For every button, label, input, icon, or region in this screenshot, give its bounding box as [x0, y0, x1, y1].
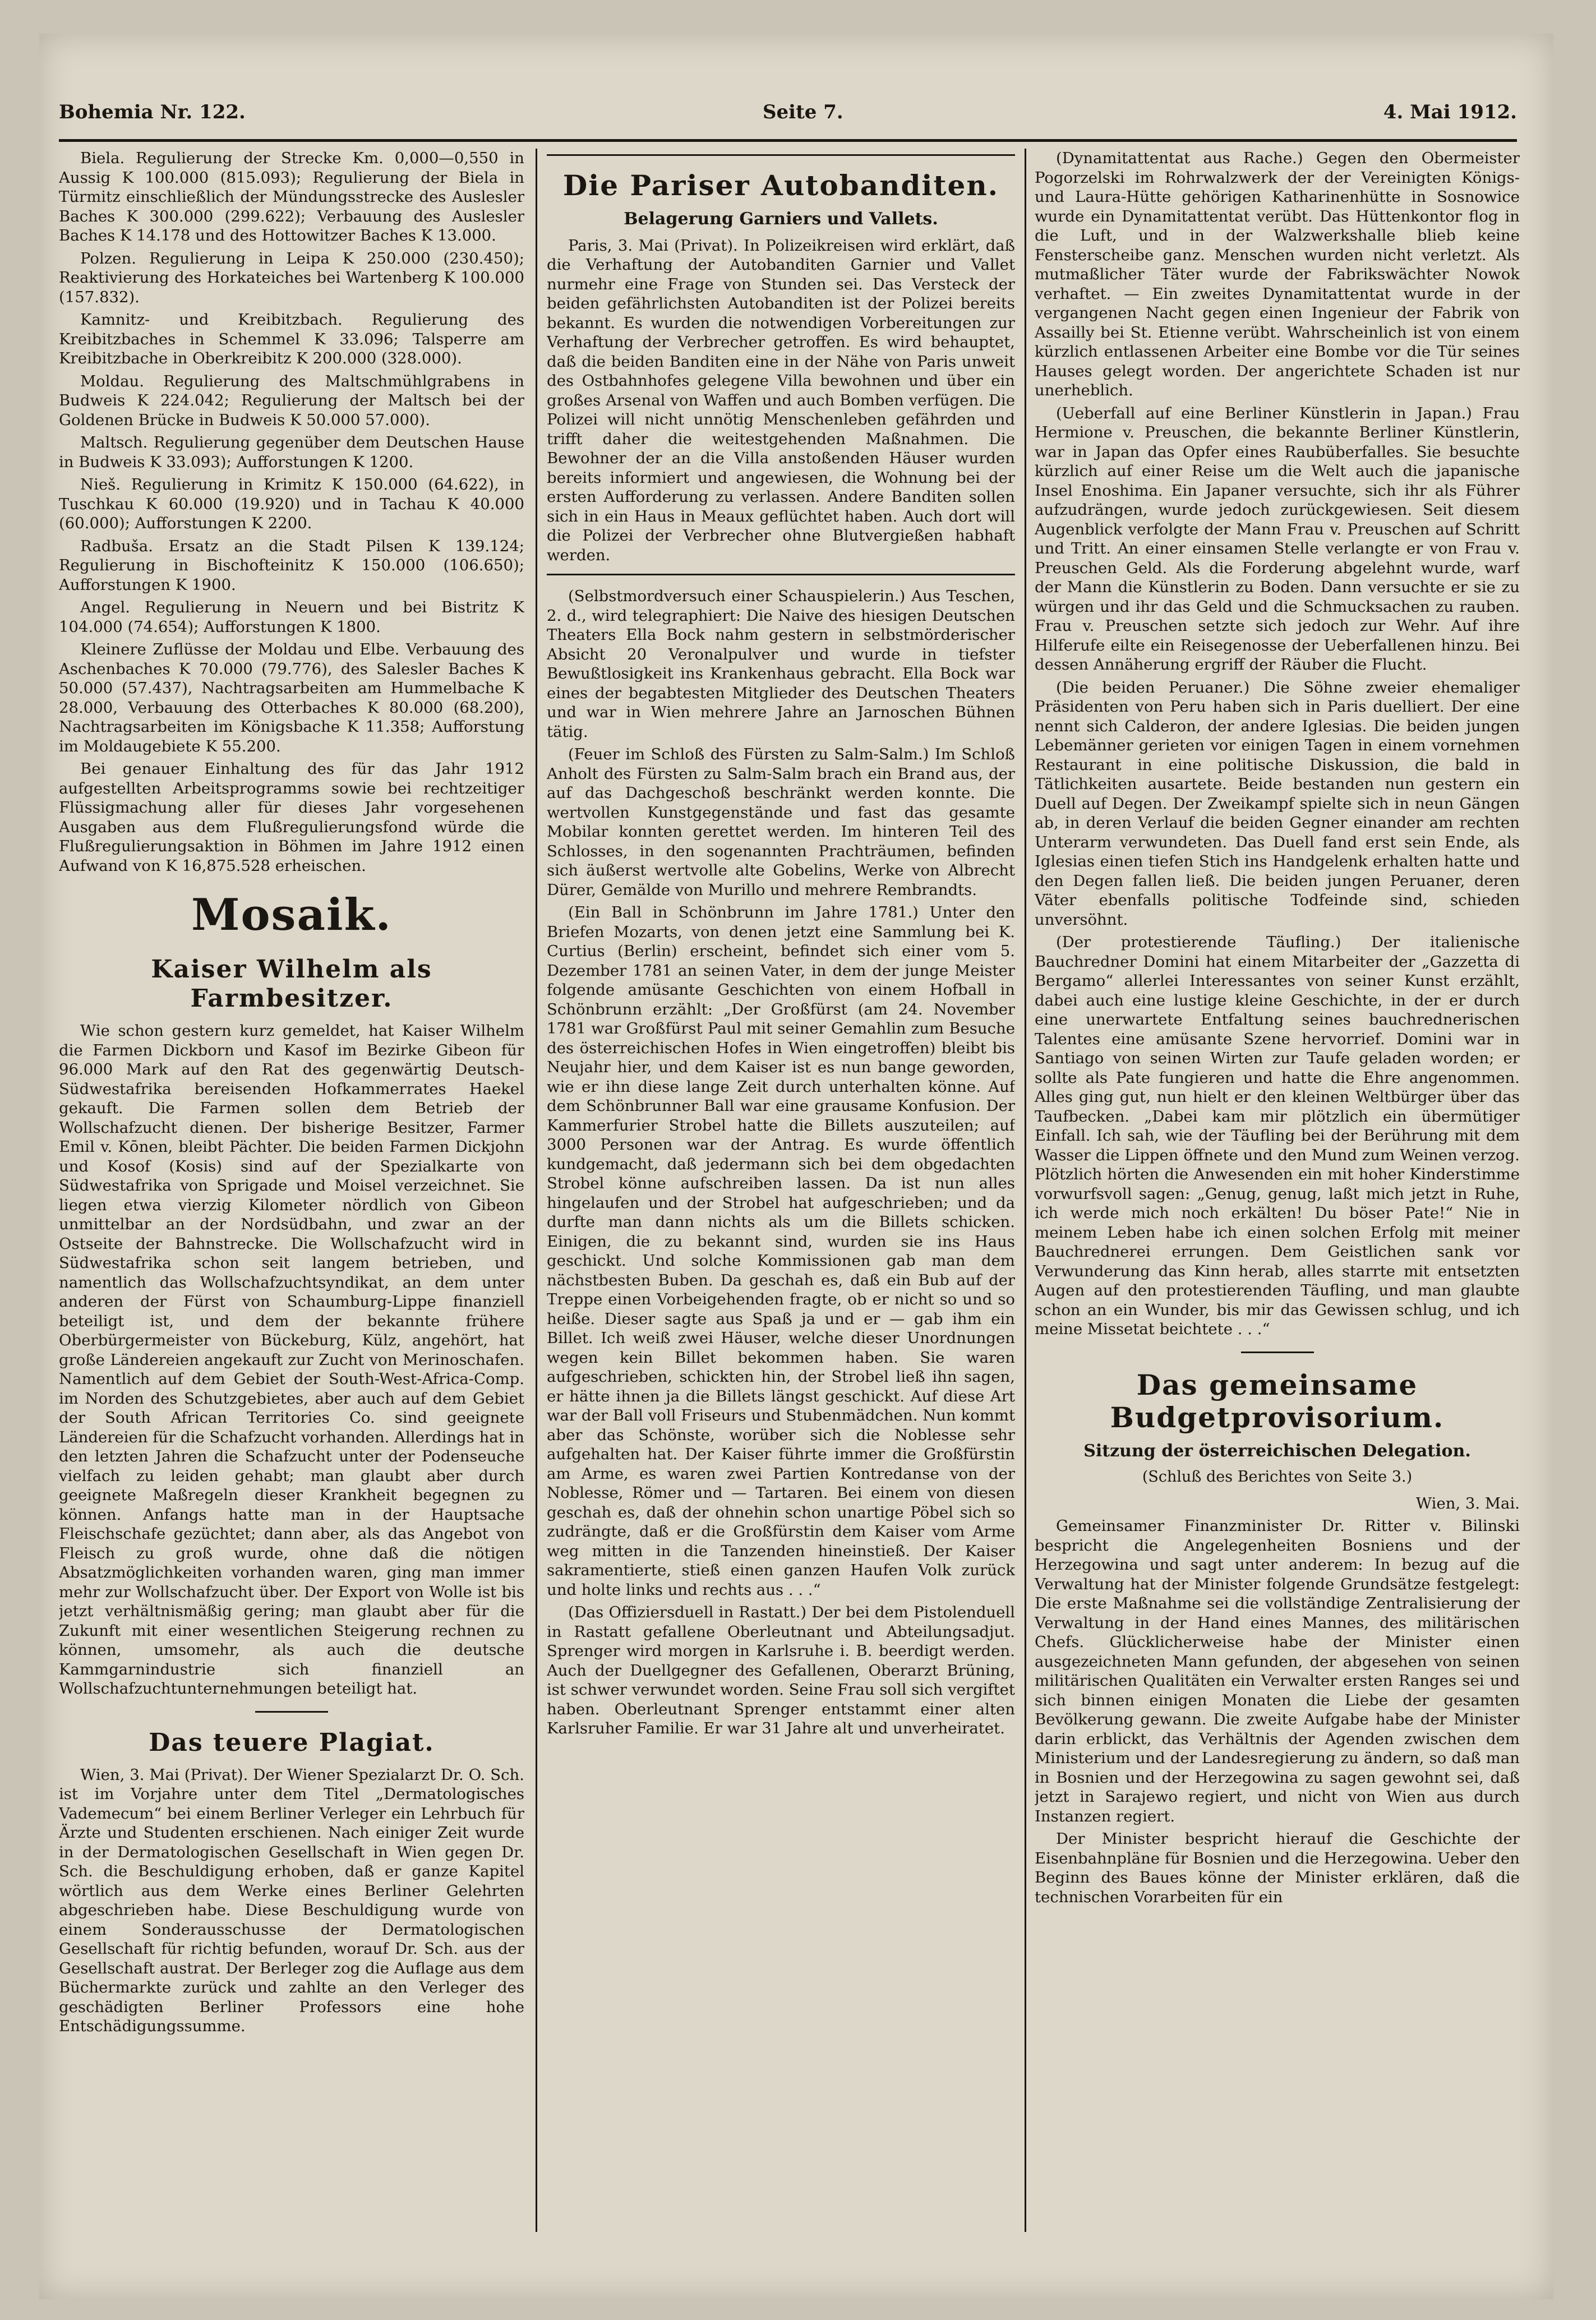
newspaper-page	[39, 34, 1553, 2299]
article-paragraph: Angel. Regulierung in Neuern und bei Bistritz K 104.000 (74.654); Aufforstungen K 1800.	[59, 598, 524, 636]
kaiser-article-title: Kaiser Wilhelm als Farmbesitzer.	[151, 955, 432, 1013]
news-item-salm-salm: (Feuer im Schloß des Fürsten zu Salm-Salm.) Im Schloß Anholt des Fürsten zu Salm-Salm brach ein Brand aus, der auf das Dachgeschoß beschränkt werden konnte. Die wertvollen Kunstgegenstände und fast das gesamte Mobilar konnten gerettet werden. Im hinteren Teil des Schlosses, in den sogenannten Prachträumen, befinden sich äußerst wertvolle alte Gobelins, Werke von Albrecht Dürer, Gemälde von Murillo und mehrere Rembrandts.	[547, 745, 1015, 899]
header-date: 4. Mai 1912.	[1383, 101, 1517, 123]
article-paragraph: Moldau. Regulierung des Maltschmühlgrabens in Budweis K 224.042; Regulierung der Maltsch bei der Goldenen Brücke in Budweis K 50.000 57.000).	[59, 372, 524, 429]
news-item-dynamitattentat: (Dynamitattentat aus Rache.) Gegen den Obermeister Pogorzelski im Rohrwalzwerk der der Vereinigten Königs- und Laura-Hütte gehörigen Katharinenhütte in Sosnowice wurde ein Dynamitattentat verübt. Das Hüttenkontor flog in die Luft, und in der Walzwerkshalle blieb keine Fensterscheibe ganz. Menschen wurden nicht verletzt. Als mutmaßlicher Täter wurde der Fabrikswächter Nowok verhaftet. — Ein zweites Dynamitattentat wurde in der vergangenen Nacht gegen einen Ingenieur der Fabrik von Assailly bei St. Etienne verübt. Wahrscheinlich ist von einem kürzlich entlassenen Arbeiter eine Bombe vor die Tür seines Hauses gelegt worden. Der angerichtete Schaden ist nur unerheblich.	[1035, 149, 1520, 399]
budget-article-body: Der Minister bespricht hierauf die Geschichte der Eisenbahnpläne für Bosnien und die Herzegowina. Ueber den Beginn des Baues könne der Minister erklären, daß die technischen Vorarbeiten für ein	[1035, 1830, 1520, 1906]
news-item-schoenbrunn-ball: (Ein Ball in Schönbrunn im Jahre 1781.) Unter den Briefen Mozarts, von denen jetzt eine Sammlung bei K. Curtius (Berlin) erscheint, befindet sich einer vom 5. Dezember 1781 an seinen Vater, in dem der junge Meister folgende amüsante Geschichten von einem Hofball in Schönbrunn erzählt: „Der Großfürst (am 24. November 1781 war Großfürst Paul mit seiner Gemahlin zum Besuche des österreichischen Hofes in Wien eingetroffen) bleibt bis Neujahr hier, und dem Kaiser ist es nun bange geworden, wie er ihn diese lange Zeit durch unterhalten könne. Auf dem Schönbrunner Ball war eine grausame Konfusion. Der Kammerfurier Strobel hatte die Billets auszuteilen; auf 3000 Personen war der Antrag. Es wurde öffentlich kundgemacht, daß jedermann sich bei dem obgedachten Strobel könne aufschreiben lassen. Da ist nun alles hingelaufen und der Strobel hat aufgeschrieben; und da durfte man dann nichts als um die Billets schicken. Einigen, die zu bekannt sind, wurden sie ins Haus geschickt. Und solche Kommissionen gab man dem nächstbesten Buben. Da geschah es, daß ein Bub auf der Treppe einen Vorbeigehenden fragte, ob er nicht so und so heiße. Dieser sagte aus Spaß ja und er — gab ihm ein Billet. Ich weiß zwei Häuser, welche dieser Unordnungen wegen kein Billet bekommen haben. Sie waren aufgeschrieben, schickten hin, der Strobel ließ ihn sagen, er hätte ihnen ja die Billets längst geschickt. Auf diese Art war der Ball voll Friseurs und Stubenmädchen. Nun kommt aber das Schönste, worüber sich die Noblesse sehr aufgehalten hat. Der Kaiser führte immer die Großfürstin am Arme, es waren zwei Partien Kontredanse von der Noblesse, Römer und — Tartaren. Bei einem von diesen geschah es, daß der ohnehin schon unartige Pöbel sich so zudrängte, daß er die Großfürstin dem Kaiser vom Arme weg mitten in die Tanzenden hineinstieß. Der Kaiser sakramentierte, stieß einen ganzen Haufen Volk zurück und holte links und rechts aus . . .“	[547, 903, 1015, 1599]
autobanditen-title: Die Pariser Autobanditen.	[562, 169, 999, 202]
autobanditen-body: Paris, 3. Mai (Privat). In Polizeikreisen wird erklärt, daß die Verhaftung der Autobanditen Garnier und Vallet nurmehr eine Frage von Stunden sei. Das Versteck der beiden gefährlichsten Autobanditen ist der Polizei bereits bekannt. Es wurden die notwendigen Vorbereitungen zur Verhaftung der Verbrecher getroffen. Es wird behauptet, daß die beiden Banditen eine in der Nähe von Paris unweit des Ostbahnhofes gelegene Villa bewohnen und über ein großes Arsenal von Waffen und auch Bomben verfügen. Die Polizei will nicht unnötig Menschenleben gefährden und trifft daher die weitestgehenden Maßnahmen. Die Bewohner der an die Villa anstoßenden Häuser wurden bereits informiert und angewiesen, die Wohnung bei der ersten Aufforderung zu verlassen. Andere Banditen sollen sich in ein Haus in Meaux geflüchtet haben. Auch dort will die Polizei der Verbrecher ohne Blutvergießen habhaft werden.	[547, 236, 1015, 564]
article-paragraph: Maltsch. Regulierung gegenüber dem Deutschen Hause in Budweis K 33.093); Aufforstungen K 1200.	[59, 433, 524, 471]
autobanditen-box	[547, 154, 1015, 575]
page-header	[59, 101, 1517, 135]
section-rule	[255, 1711, 328, 1713]
autobanditen-subtitle: Belagerung Garniers und Vallets.	[624, 209, 938, 229]
column-2	[547, 149, 1015, 2254]
budget-article-body: Gemeinsamer Finanzminister Dr. Ritter v. Bilinski bespricht die Angelegenheiten Bosniens und der Herzegowina und sagt unter anderem: In bezug auf die Verwaltung hat der Minister folgende Grundsätze festgelegt: Die erste Maßnahme sei die vollständige Zentralisierung der Verwaltung in der Hand eines Mannes, des militärischen Chefs. Glücklicherweise habe der Minister einen ausgezeichneten Mann gefunden, der abgesehen von seinen militärischen Qualitäten ein Verwalter ersten Ranges sei und sich binnen einigen Monaten die Liebe der gesamten Bevölkerung gewann. Die zweite Aufgabe habe der Minister darin erblickt, das Verhältnis der Agenden zwischen dem Ministerium und der Landesregierung zu ändern, so daß man in Bosnien und der Herzegowina zu sagen gewohnt sei, daß jetzt in Sarajewo regiert, und nicht von Wien aus durch Instanzen regiert.	[1035, 1517, 1520, 1825]
plagiat-article-body: Wien, 3. Mai (Privat). Der Wiener Spezialarzt Dr. O. Sch. ist im Vorjahre unter dem Titel „Dermatologisches Vademecum“ bei einem Berliner Verleger ein Lehrbuch für Ärzte und Studenten erschienen. Nach einiger Zeit wurde in der Dermatologischen Gesellschaft in Wien gegen Dr. Sch. die Beschuldigung erhoben, daß er ganze Kapitel wörtlich aus dem Werke eines Berliner Gelehrten abgeschrieben habe. Diese Beschuldigung wurde von einem Sonderausschusse der Dermatologischen Gesellschaft für richtig befunden, worauf Dr. Sch. aus der Gesellschaft austrat. Der Berleger zog die Auflage aus dem Büchermarkte zurück und zahlte an den Verleger des geschädigten Berliner Professors eine hohe Entschädigungssumme.	[59, 1765, 524, 2035]
header-page-number: Seite 7.	[763, 101, 843, 123]
news-item-taeufling: (Der protestierende Täufling.) Der italienische Bauchredner Domini hat einem Mitarbeiter der „Gazzetta di Bergamo“ allerlei Interessantes von seiner Kunst erzählt, dabei auch eine lustige kleine Geschichte, in der er durch eine unerwartete Entfaltung seines bauchrednerischen Talentes eine amüsante Szene hervorrief. Domini war in Santiago von seinen Wirten zur Taufe geladen worden; er sollte als Pate fungieren und hatte die Ehre angenommen. Alles ging gut, nun hielt er den kleinen Weltbürger über das Taufbecken. „Dabei kam mir plötzlich ein übermütiger Einfall. Ich sah, wie der Täufling bei der Berührung mit dem Wasser die Lippen öffnete und den Mund zum Weinen verzog. Plötzlich hörten die Anwesenden ein mit hoher Kinderstimme vorwurfsvoll sagen: „Genug, genug, laßt mich jetzt in Ruhe, ich werde mich noch erkälten! Du böser Pate!“ Nie in meinem Leben habe ich einen solchen Erfolg mit meiner Bauchrednerei errungen. Dem Geistlichen sank vor Verwunderung das Kinn herab, alles starrte mit entsetzten Augen auf den protestierenden Täufling, und man glaubte schon an ein Wunder, bis mir das Gewissen schlug, und ich meine Missetat beichtete . . .“	[1035, 933, 1520, 1338]
column-divider-1	[536, 149, 537, 2232]
news-item-peruaner: (Die beiden Peruaner.) Die Söhne zweier ehemaliger Präsidenten von Peru haben sich in Paris duelliert. Der eine nennt sich Calderon, der andere Iglesias. Die beiden jungen Lebemänner gerieten vor einigen Tagen in einem vornehmen Restaurant in eine politische Diskussion, die bald in Tätlichkeiten ausartete. Beide bestanden nun gestern ein Duell auf Degen. Der Zweikampf spielte sich in neun Gängen ab, in deren Verlauf die beiden Gegner einander am rechten Unterarm verwundeten. Das Duell fand erst sein Ende, als Iglesias einen tiefen Stich ins Handgelenk erhalten hatte und den Degen fallen ließ. Die beiden jungen Peruaner, deren Väter ebenfalls politische Todfeinde sind, schieden unversöhnt.	[1035, 678, 1520, 929]
news-item-offiziersduell: (Das Offiziersduell in Rastatt.) Der bei dem Pistolenduell in Rastatt gefallene Oberleutnant und Abteilungsadjut. Sprenger wird morgen in Karlsruhe i. B. beerdigt werden. Auch der Duellgegner des Gefallenen, Oberarzt Brüning, ist schwer verwundet worden. Seine Frau soll sich vergiftet haben. Oberleutnant Sprenger entstammt einer alten Karlsruher Familie. Er war 31 Jahre alt und unverheiratet.	[547, 1603, 1015, 1737]
article-paragraph: Biela. Regulierung der Strecke Km. 0,000—0,550 in Aussig K 100.000 (815.093); Regulierung der Biela in Türmitz einschließlich der Mündungsstrecke des Auslesler Baches K 300.000 (299.622); Verbauung des Auslesler Baches K 14.178 und des Hottowitzer Baches K 13.000.	[59, 149, 524, 245]
mosaik-heading: Mosaik.	[191, 889, 392, 940]
news-item-schauspielerin: (Selbstmordversuch einer Schauspielerin.) Aus Teschen, 2. d., wird telegraphiert: Die Naive des hiesigen Deutschen Theaters Ella Bock nahm gestern in selbstmörderischer Absicht 20 Veronalpulver und wurde in tiefster Bewußtlosigkeit ins Krankenhaus gebracht. Ella Bock war eines der begabtesten Mitglieder des Deutschen Theaters und war in Wien mehrere Jahre an Jarnoschen Bühnen tätig.	[547, 587, 1015, 741]
header-rule	[59, 139, 1517, 142]
column-3	[1035, 149, 1520, 2254]
article-paragraph: Bei genauer Einhaltung des für das Jahr 1912 aufgestellten Arbeitsprogramms sowie bei rechtzeitiger Flüssigmachung aller für dieses Jahr vorgesehenen Ausgaben aus dem Flußregulierungsfond würde die Flußregulierungsaktion in Böhmen im Jahre 1912 einen Aufwand von K 16,875.528 erheischen.	[59, 760, 524, 875]
news-item-japan-ueberfall: (Ueberfall auf eine Berliner Künstlerin in Japan.) Frau Hermione v. Preuschen, die bekannte Berliner Künstlerin, war in Japan das Opfer eines Raubüberfalles. Sie besuchte kürzlich auf einer Reise um die Welt auch die japanische Insel Enoshima. Ein Japaner versuchte, sich ihr als Führer aufzudrängen, wurde jedoch zurückgewiesen. Seit diesem Augenblick verfolgte der Mann Frau v. Preuschen auf Schritt und Tritt. An einer einsamen Stelle verlangte er von Frau v. Preuschen Geld. Als die Forderung abgelehnt wurde, warf der Mann die Künstlerin zu Boden. Dann versuchte er sie zu würgen und ihr das Geld und die Schmucksachen zu rauben. Frau v. Preuschen setzte sich jedoch zur Wehr. Auf ihre Hilferufe eilte ein Reisegenosse der Ueberfallenen hinzu. Bei dessen Annäherung ergriff der Räuber die Flucht.	[1035, 404, 1520, 674]
budget-dateline: Wien, 3. Mai.	[1415, 1494, 1520, 1512]
column-1	[59, 149, 524, 2254]
article-paragraph: Polzen. Regulierung in Leipa K 250.000 (230.450); Reaktivierung des Horkateiches bei Wartenberg K 100.000 (157.832).	[59, 249, 524, 306]
header-publication: Bohemia Nr. 122.	[59, 101, 246, 123]
budget-article-subtitle: Sitzung der österreichischen Delegation.	[1083, 1441, 1471, 1461]
article-paragraph: Kamnitz- und Kreibitzbach. Regulierung des Kreibitzbaches in Schemmel K 33.096; Talsperre am Kreibitzbache in Oberkreibitz K 200.000 (328.000).	[59, 311, 524, 367]
article-paragraph: Nieš. Regulierung in Krimitz K 150.000 (64.622), in Tuschkau K 60.000 (19.920) und in Tachau K 40.000 (60.000); Aufforstungen K 2200.	[59, 476, 524, 532]
budget-article-title: Das gemeinsame Budgetprovisorium.	[1110, 1368, 1445, 1434]
article-paragraph: Radbuša. Ersatz an die Stadt Pilsen K 139.124; Regulierung in Bischofteinitz K 150.000 (106.650); Aufforstungen K 1900.	[59, 537, 524, 594]
section-rule	[1241, 1352, 1314, 1353]
article-paragraph: Kleinere Zuflüsse der Moldau und Elbe. Verbauung des Aschenbaches K 70.000 (79.776), des Salesler Baches K 50.000 (57.437), Nachtragsarbeiten am Hummelbache K 28.000, Verbauung des Otterbaches K 80.000 (68.200), Nachtragsarbeiten im Königsbache K 11.358; Aufforstung im Moldaugebiete K 55.200.	[59, 640, 524, 755]
column-divider-2	[1025, 149, 1026, 2232]
plagiat-article-title: Das teuere Plagiat.	[149, 1728, 435, 1757]
budget-article-note: (Schluß des Berichtes von Seite 3.)	[1142, 1468, 1413, 1486]
kaiser-article-body: Wie schon gestern kurz gemeldet, hat Kaiser Wilhelm die Farmen Dickborn und Kasof im Bezirke Gibeon für 96.000 Mark auf den Rat des gegenwärtig Deutsch-Südwestafrika bereisenden Hofkammerrates Haekel gekauft. Die Farmen sollen dem Betrieb der Wollschafzucht dienen. Der bisherige Besitzer, Farmer Emil v. Kōnen, bleibt Pächter. Die beiden Farmen Dickjohn und Kosof (Kosis) sind auf der Spezialkarte von Südwestafrika von Sprigade und Moisel verzeichnet. Sie liegen etwa vierzig Kilometer nördlich von Gibeon unmittelbar an der Nordsüdbahn, und zwar an der Ostseite der Bahnstrecke. Die Wollschafzucht wird in Südwestafrika schon seit langem betrieben, und namentlich das Wollschafzuchtsyndikat, an dem unter anderen der Fürst von Schaumburg-Lippe finanziell beteiligt ist, und dem der bekannte frühere Oberbürgermeister von Bückeburg, Külz, angehört, hat große Ländereien angekauft zur Zucht von Merinoschafen. Namentlich auf dem Gebiet der South-West-Africa-Comp. im Norden des Schutzgebietes, aber auch auf dem Gebiet der South African Territories Co. sind geeignete Ländereien für die Schafzucht vorhanden. Allerdings hat in den letzten Jahren die Schafzucht unter der Podenseuche vielfach zu leiden gehabt; man glaubt aber durch geeignete Maßregeln dieser Krankheit begegnen zu können. Anfangs hatte man in der Hauptsache Fleischschafe gezüchtet; dann aber, als das Angebot von Fleisch zu groß wurde, ohne daß die nötigen Absatzmöglichkeiten vorhanden waren, ging man immer mehr zur Wollschafzucht über. Der Export von Wolle ist bis jetzt verhältnismäßig gering; man glaubt aber für die Zukunft mit einer wesentlichen Steigerung rechnen zu können, umsomehr, als auch die deutsche Kammgarnindustrie sich finanziell an Wollschafzuchtunternehmungen beteiligt hat.	[59, 1022, 524, 1698]
